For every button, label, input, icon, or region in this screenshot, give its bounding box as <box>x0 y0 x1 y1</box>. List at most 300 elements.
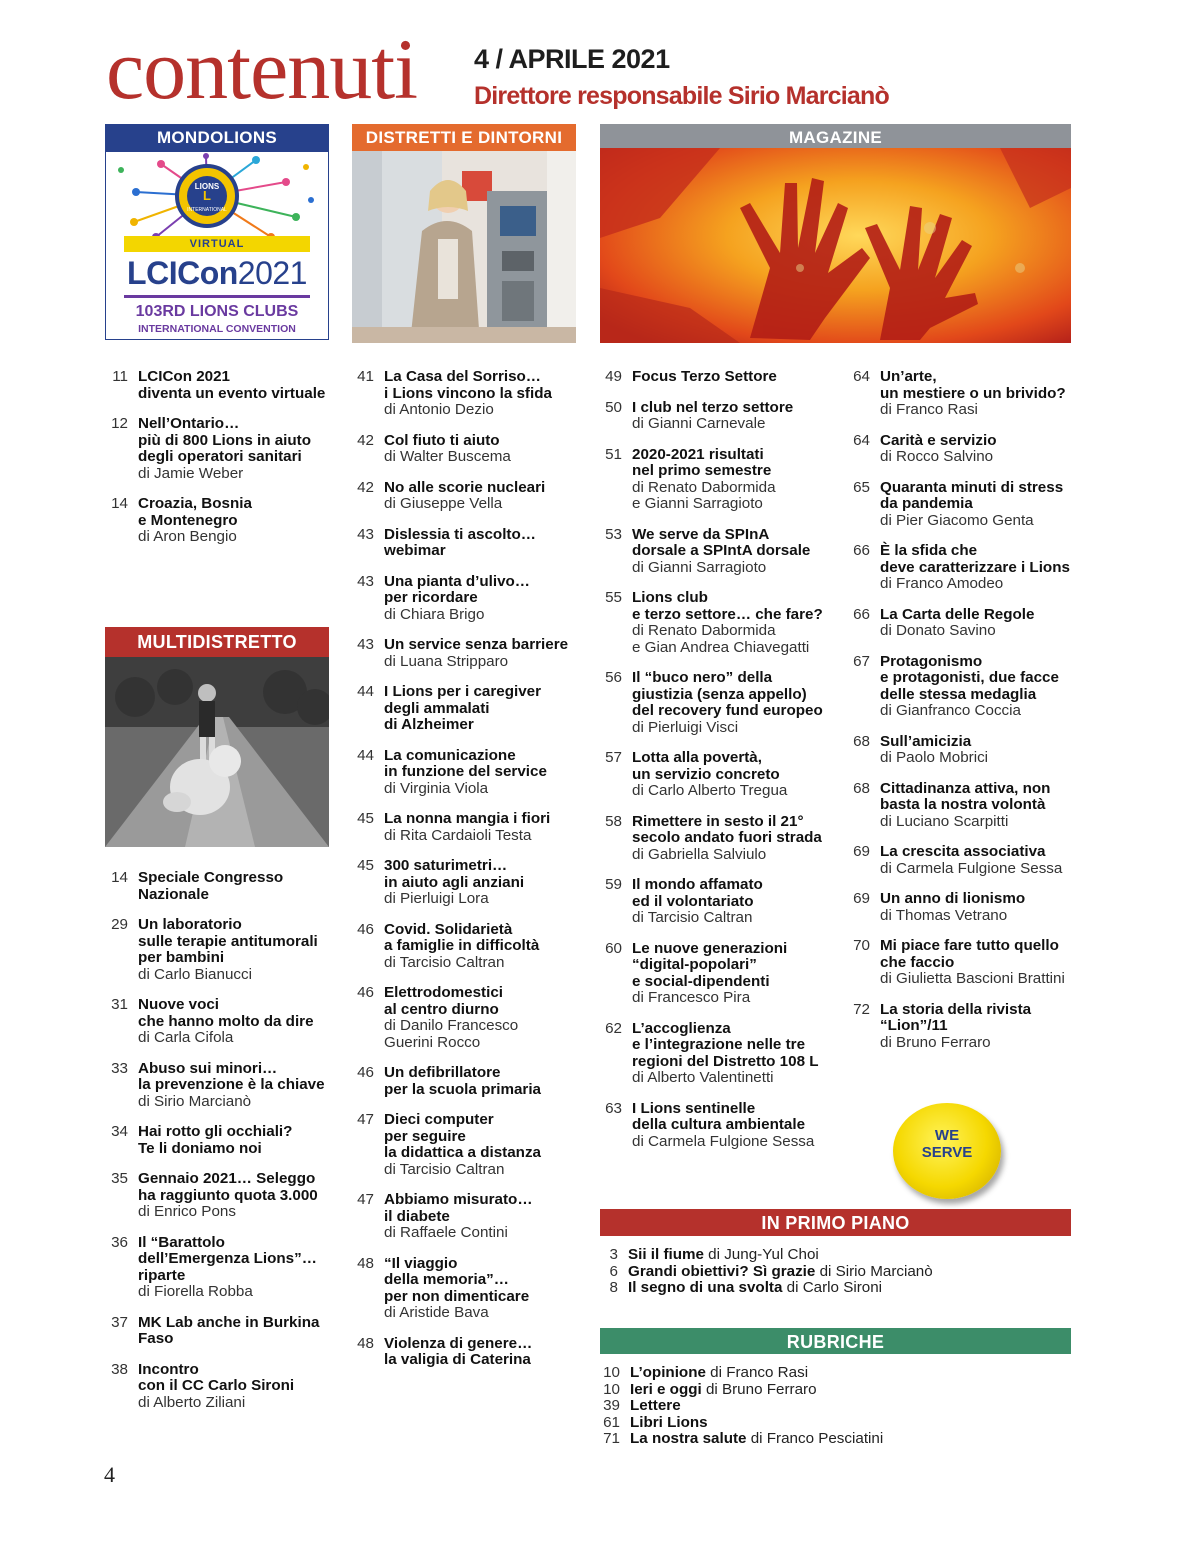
toc-entry-text <box>632 590 840 656</box>
toc-page-number: 33 <box>111 1059 128 1077</box>
toc-title-line: Un defibrillatore <box>384 1064 501 1081</box>
toc-page-number: 31 <box>111 996 128 1013</box>
toc-entry[interactable] <box>344 1192 584 1242</box>
toc-page-number: 45 <box>357 810 374 827</box>
toc-title-line: e protagonisti, due facce <box>880 669 1059 686</box>
toc-entry[interactable] <box>344 637 584 670</box>
toc-entry-text <box>880 480 1080 530</box>
toc-title-line: un servizio concreto <box>632 765 780 783</box>
toc-entry-text <box>880 607 1080 640</box>
toc-title-line: delle stessa medaglia <box>880 685 1037 703</box>
toc-title-line: dell’Emergenza Lions”… <box>138 1250 317 1267</box>
toc-title-line: Abbiamo misurato… <box>384 1191 533 1208</box>
toc-author-line: di Carlo Alberto Tregua <box>632 782 788 799</box>
toc-entry-text <box>384 433 584 466</box>
toc-entry[interactable] <box>344 748 584 798</box>
toc-title-line: Gennaio 2021… Seleggo <box>138 1170 316 1187</box>
toc-title-line: La nonna mangia i fiori <box>384 810 551 827</box>
toc-entry[interactable] <box>344 811 584 844</box>
toc-entry-text <box>384 574 584 624</box>
toc-title-line: Protagonismo <box>880 652 983 670</box>
toc-title-line: “Il viaggio <box>384 1254 458 1272</box>
toc-title-line: 2020-2021 risultati <box>632 445 764 463</box>
toc-entry[interactable] <box>592 447 840 513</box>
toc-author-line: di Gianni Carnevale <box>632 415 766 432</box>
toc-title: Libri Lions <box>630 1413 708 1431</box>
toc-author-line: di Alberto Valentinetti <box>632 1069 774 1086</box>
toc-entry[interactable] <box>840 781 1080 831</box>
toc-entry-text <box>384 922 584 972</box>
toc-entry[interactable] <box>344 922 584 972</box>
toc-entry[interactable] <box>344 433 584 466</box>
toc-author-line: di Rita Cardaioli Testa <box>384 826 532 844</box>
we-serve-badge <box>893 1103 1001 1199</box>
toc-title-line: riparte <box>138 1266 186 1284</box>
toc-entry-text <box>138 1315 338 1348</box>
page-title: contenuti <box>106 21 418 117</box>
toc-page-number: 58 <box>605 812 622 830</box>
toc-page-number: 64 <box>853 431 870 449</box>
toc-entry-text <box>138 496 338 546</box>
toc-page-number: 48 <box>357 1334 374 1352</box>
toc-title-line: Carità e servizio <box>880 431 997 449</box>
toc-title-line: I Lions sentinelle <box>632 1099 756 1117</box>
toc-entry[interactable] <box>590 1264 1070 1281</box>
toc-entry[interactable] <box>840 891 1080 924</box>
toc-author-line: di Giuseppe Vella <box>384 495 503 512</box>
toc-title: L’opinione <box>630 1364 706 1381</box>
toc-entry-text <box>632 527 840 577</box>
toc-author-line: di Giulietta Bascioni Brattini <box>880 970 1065 987</box>
toc-page-number: 47 <box>357 1191 374 1208</box>
toc-author: di Franco Pesciatini <box>746 1430 884 1447</box>
toc-title-line: un mestiere o un brivido? <box>880 384 1066 402</box>
toc-entry[interactable] <box>98 1171 338 1221</box>
toc-entry-text <box>138 997 338 1047</box>
toc-author-line: di Pier Giacomo Genta <box>880 511 1034 529</box>
toc-author-line: di Tarcisio Caltran <box>384 1160 505 1178</box>
toc-author-line: di Bruno Ferraro <box>880 1033 991 1051</box>
virtual-label: VIRTUAL <box>189 238 245 250</box>
toc-author: di Carlo Sironi <box>782 1279 883 1296</box>
toc-entry[interactable] <box>98 1124 338 1157</box>
toc-author-line: di Jamie Weber <box>138 464 244 482</box>
toc-page-number: 42 <box>357 431 374 449</box>
toc-author-line: di Tarcisio Caltran <box>384 953 505 971</box>
toc-author-line: di Luciano Scarpitti <box>880 812 1009 830</box>
toc-title-line: e terzo settore… che fare? <box>632 605 823 623</box>
toc-page-number: 38 <box>111 1360 128 1378</box>
toc-author-line: e Gian Andrea Chiavegatti <box>632 638 810 656</box>
toc-entry[interactable] <box>840 480 1080 530</box>
toc-title-line: della cultura ambientale <box>632 1116 806 1133</box>
toc-entry[interactable] <box>592 369 840 386</box>
toc-entry[interactable] <box>592 814 840 864</box>
toc-author-line: di Sirio Marcianò <box>138 1092 252 1110</box>
toc-author-line: di Antonio Dezio <box>384 401 494 418</box>
toc-entry-text <box>880 369 1080 419</box>
toc-entry-text <box>632 814 840 864</box>
toc-title-line: la valigia di Caterina <box>384 1351 531 1368</box>
toc-author-line: di Carmela Fulgione Sessa <box>632 1132 815 1150</box>
toc-title-line: MK Lab anche in Burkina <box>138 1313 320 1331</box>
toc-title-line: LCICon 2021 <box>138 368 230 385</box>
toc-author-line: di Francesco Pira <box>632 989 751 1006</box>
toc-title-line: deve caratterizzare i Lions <box>880 558 1070 576</box>
toc-title-line: “Lion”/11 <box>880 1017 948 1034</box>
toc-page-number: 14 <box>111 495 128 512</box>
toc-entry-text <box>384 527 584 560</box>
section-label-primo-piano: IN PRIMO PIANO <box>600 1209 1071 1236</box>
toc-author-line: di Enrico Pons <box>138 1203 236 1220</box>
toc-entry[interactable] <box>840 734 1080 767</box>
toc-title-line: Il “Barattolo <box>138 1233 225 1251</box>
toc-title-line: Hai rotto gli occhiali? <box>138 1123 293 1140</box>
toc-entry-text <box>632 670 840 736</box>
toc-page-number: 43 <box>357 572 374 590</box>
toc-entry[interactable] <box>840 433 1080 466</box>
toc-entry-text <box>384 480 584 513</box>
toc-entry[interactable] <box>592 1021 840 1087</box>
toc-author-line: di Luana Stripparo <box>384 652 509 670</box>
toc-title-line: ed il volontariato <box>632 892 754 910</box>
toc-entry-text <box>628 1247 819 1264</box>
toc-title-line: Il “buco nero” della <box>632 669 773 686</box>
toc-author-line: di Fiorella Robba <box>138 1283 253 1300</box>
toc-entry-text <box>138 917 338 983</box>
toc-title-line: webimar <box>384 542 446 559</box>
toc-entry[interactable] <box>98 1315 338 1348</box>
svg-text:INTERNATIONAL: INTERNATIONAL <box>187 207 227 213</box>
toc-title-line: Speciale Congresso <box>138 869 284 886</box>
toc-entry-text <box>384 748 584 798</box>
toc-page-number: 10 <box>603 1364 620 1381</box>
toc-title-line: Col fiuto ti aiuto <box>384 431 500 449</box>
toc-title-line: No alle scorie nucleari <box>384 478 546 496</box>
toc-title-line: La Casa del Sorriso… <box>384 368 541 385</box>
toc-title-line: al centro diurno <box>384 1000 499 1018</box>
toc-author-line: di Aristide Bava <box>384 1304 489 1321</box>
toc-page-number: 48 <box>357 1254 374 1272</box>
toc-entry[interactable] <box>344 1065 584 1098</box>
toc-title-line: per non dimenticare <box>384 1287 530 1305</box>
primo-piano-list <box>590 1247 1070 1297</box>
toc-title-line: secolo andato fuori strada <box>632 829 822 846</box>
toc-page-number: 44 <box>357 746 374 764</box>
toc-title-line: I club nel terzo settore <box>632 398 794 416</box>
toc-entry-text <box>630 1365 808 1382</box>
toc-entry[interactable] <box>592 941 840 1007</box>
toc-title-line: I Lions per i caregiver <box>384 683 541 700</box>
toc-entry-text <box>880 734 1080 767</box>
toc-page-number: 10 <box>603 1380 620 1398</box>
toc-title-line: La crescita associativa <box>880 843 1046 860</box>
toc-entry[interactable] <box>590 1247 1070 1264</box>
toc-title: Lettere <box>630 1397 681 1414</box>
toc-page-number: 69 <box>853 843 870 860</box>
section-label-rubriche: RUBRICHE <box>600 1328 1071 1354</box>
toc-entry-text <box>630 1398 681 1415</box>
toc-page-number: 6 <box>609 1262 618 1280</box>
toc-entry[interactable] <box>344 684 584 734</box>
toc-entry-text <box>632 1101 840 1151</box>
toc-page-number: 49 <box>605 368 622 385</box>
toc-title-line: giustizia (senza appello) <box>632 685 807 703</box>
toc-title-line: Il mondo affamato <box>632 876 763 893</box>
toc-title-line: Nell’Ontario… <box>138 415 240 432</box>
toc-entry[interactable] <box>344 480 584 513</box>
toc-title-line: del recovery fund europeo <box>632 702 823 719</box>
toc-title-line: della memoria”… <box>384 1271 509 1288</box>
toc-title-line: con il CC Carlo Sironi <box>138 1377 295 1394</box>
toc-title-line: Quaranta minuti di stress <box>880 478 1064 496</box>
toc-page-number: 72 <box>853 1000 870 1018</box>
section-label-distretti: DISTRETTI E DINTORNI <box>352 124 576 151</box>
toc-title-line: Nuove voci <box>138 996 220 1013</box>
toc-entry[interactable] <box>592 1365 1072 1382</box>
toc-entry[interactable] <box>344 858 584 908</box>
toc-page-number: 39 <box>603 1397 620 1414</box>
svg-text:LIONS: LIONS <box>194 182 220 191</box>
toc-title-line: Covid. Solidarietà <box>384 920 513 938</box>
photo-woman-atm <box>352 151 576 343</box>
toc-page-number: 70 <box>853 937 870 954</box>
distretti-list <box>344 369 584 1383</box>
toc-entry-text <box>880 1002 1080 1052</box>
director-credit: Direttore responsabile Sirio Marcianò <box>474 82 889 110</box>
toc-page-number: 44 <box>357 683 374 700</box>
toc-author-line: di Gianni Sarragioto <box>632 558 767 576</box>
toc-entry[interactable] <box>592 1101 840 1151</box>
toc-entry-text <box>632 1021 840 1087</box>
toc-entry[interactable] <box>590 1280 1070 1297</box>
toc-entry[interactable] <box>344 369 584 419</box>
toc-entry-text <box>138 369 338 402</box>
toc-author-line: di Donato Savino <box>880 622 996 639</box>
toc-author-line: di Carlo Bianucci <box>138 965 252 983</box>
toc-title-line: che faccio <box>880 953 955 971</box>
toc-title-line: Un laboratorio <box>138 916 242 933</box>
toc-entry[interactable] <box>344 1336 584 1369</box>
toc-author: di Bruno Ferraro <box>701 1380 817 1398</box>
toc-title-line: Focus Terzo Settore <box>632 368 777 385</box>
toc-entry[interactable] <box>98 997 338 1047</box>
toc-entry[interactable] <box>840 654 1080 720</box>
toc-title-line: Faso <box>138 1330 174 1347</box>
toc-title-line: Un service senza barriere <box>384 636 569 653</box>
section-label-multidistretto: MULTIDISTRETTO <box>105 627 329 657</box>
toc-page-number: 57 <box>605 749 622 766</box>
toc-author-line: di Rocco Salvino <box>880 448 994 465</box>
toc-entry[interactable] <box>98 1235 338 1301</box>
toc-title-line: Dislessia ti ascolto… <box>384 525 536 543</box>
toc-title-line: per bambini <box>138 949 225 966</box>
toc-entry[interactable] <box>98 369 338 402</box>
toc-title-line: diventa un evento virtuale <box>138 384 326 402</box>
convention-line-2: INTERNATIONAL CONVENTION <box>138 323 296 335</box>
toc-page-number: 69 <box>853 890 870 907</box>
toc-entry-text <box>632 750 840 800</box>
toc-entry-text <box>630 1415 708 1432</box>
toc-author-line: di Pierluigi Lora <box>384 890 489 907</box>
toc-author-line: di Carla Cifola <box>138 1029 234 1046</box>
toc-page-number: 46 <box>357 1064 374 1081</box>
toc-title-line: che hanno molto da dire <box>138 1012 314 1030</box>
toc-entry[interactable] <box>840 607 1080 640</box>
toc-title-line: più di 800 Lions in aiuto <box>138 431 311 449</box>
toc-page-number: 59 <box>605 876 622 893</box>
toc-entry[interactable] <box>344 1112 584 1178</box>
toc-title-line: Abuso sui minori… <box>138 1059 278 1077</box>
toc-author-line: di Alberto Ziliani <box>138 1393 246 1411</box>
toc-page-number: 66 <box>853 542 870 559</box>
toc-entry-text <box>138 870 338 903</box>
toc-entry[interactable] <box>592 1415 1072 1432</box>
toc-entry[interactable] <box>592 527 840 577</box>
toc-entry[interactable] <box>98 870 338 903</box>
toc-title-line: i Lions vincono la sfida <box>384 384 552 402</box>
toc-title-line: We serve da SPInA <box>632 525 770 543</box>
toc-entry[interactable] <box>840 369 1080 419</box>
photo-child-teddy-bear <box>105 657 329 847</box>
toc-entry[interactable] <box>592 590 840 656</box>
toc-entry[interactable] <box>840 938 1080 988</box>
magazine-list-right <box>840 369 1080 1065</box>
toc-title-line: per la scuola primaria <box>384 1080 542 1098</box>
toc-title-line: nel primo semestre <box>632 462 772 479</box>
distretti-photo <box>352 151 576 343</box>
toc-title-line: Dieci computer <box>384 1111 494 1128</box>
toc-author-line: di Walter Buscema <box>384 448 511 465</box>
toc-author-line: di Aron Bengio <box>138 528 237 545</box>
toc-page-number: 46 <box>357 920 374 938</box>
toc-title-line: Sull’amicizia <box>880 732 972 750</box>
toc-author: di Jung-Yul Choi <box>703 1246 819 1263</box>
toc-entry[interactable] <box>592 877 840 927</box>
toc-entry-text <box>138 1362 338 1412</box>
toc-title: Il segno di una svolta <box>628 1279 783 1296</box>
we-serve-line-2: SERVE <box>921 1144 973 1161</box>
toc-title-line: sulle terapie antitumorali <box>138 932 318 950</box>
toc-entry[interactable] <box>98 917 338 983</box>
toc-entry[interactable] <box>592 1398 1072 1415</box>
toc-entry[interactable] <box>592 670 840 736</box>
toc-title-line: Elettrodomestici <box>384 984 503 1001</box>
toc-author: di Sirio Marcianò <box>815 1262 933 1280</box>
toc-title-line: Croazia, Bosnia <box>138 495 252 512</box>
toc-entry[interactable] <box>344 985 584 1051</box>
toc-entry-text <box>384 684 584 734</box>
toc-title-line: e Montenegro <box>138 511 238 529</box>
toc-entry-text <box>384 858 584 908</box>
toc-entry[interactable] <box>592 1431 1072 1448</box>
toc-title-line: basta la nostra volontà <box>880 796 1046 813</box>
toc-entry-text <box>880 781 1080 831</box>
toc-title-line: per seguire <box>384 1127 466 1145</box>
lcicon-logo-image <box>105 151 329 340</box>
toc-author-line: di Carmela Fulgione Sessa <box>880 859 1063 877</box>
toc-title-line: e l’integrazione nelle tre <box>632 1036 806 1053</box>
toc-entry[interactable] <box>98 496 338 546</box>
toc-title-line: 300 saturimetri… <box>384 857 508 874</box>
toc-entry-text <box>384 1192 584 1242</box>
toc-entry-text <box>880 938 1080 988</box>
toc-title-line: Violenza di genere… <box>384 1334 533 1352</box>
toc-entry[interactable] <box>344 527 584 560</box>
toc-author-line: Guerini Rocco <box>384 1033 481 1051</box>
toc-page-number: 66 <box>853 605 870 623</box>
toc-author-line: di Renato Dabormida <box>632 622 776 639</box>
toc-entry[interactable] <box>98 416 338 482</box>
toc-entry-text <box>880 891 1080 924</box>
magazine-list-left <box>592 369 840 1164</box>
toc-page-number: 60 <box>605 939 622 957</box>
toc-page-number: 43 <box>357 636 374 653</box>
toc-entry-text <box>632 941 840 1007</box>
toc-title-line: di Alzheimer <box>384 716 474 733</box>
toc-entry-text <box>880 433 1080 466</box>
toc-entry[interactable] <box>344 574 584 624</box>
toc-author-line: di Gabriella Salviulo <box>632 845 767 863</box>
toc-entry[interactable] <box>344 1256 584 1322</box>
toc-title-line: la didattica a distanza <box>384 1144 541 1161</box>
toc-entry-text <box>384 1112 584 1178</box>
toc-title-line: il diabete <box>384 1207 450 1225</box>
toc-author-line: e Gianni Sarragioto <box>632 495 763 512</box>
toc-entry-text <box>138 1171 338 1221</box>
toc-title: La nostra salute <box>630 1430 747 1447</box>
multidistretto-photo <box>105 657 329 847</box>
toc-entry[interactable] <box>592 750 840 800</box>
toc-title-line: a famiglie in difficoltà <box>384 937 540 954</box>
toc-title-line: Lotta alla povertà, <box>632 749 762 766</box>
toc-page-number: 71 <box>603 1430 620 1447</box>
toc-entry[interactable] <box>592 400 840 433</box>
toc-author-line: di Tarcisio Caltran <box>632 909 753 926</box>
toc-entry-text <box>384 637 584 670</box>
toc-title-line: L’accoglienza <box>632 1019 731 1037</box>
toc-page-number: 46 <box>357 984 374 1001</box>
toc-page-number: 42 <box>357 478 374 496</box>
toc-title-line: per ricordare <box>384 589 478 606</box>
toc-title-line: “digital-popolari” <box>632 956 757 973</box>
toc-entry[interactable] <box>98 1061 338 1111</box>
page-number: 4 <box>104 1462 115 1487</box>
toc-page-number: 41 <box>357 368 374 385</box>
toc-entry[interactable] <box>840 1002 1080 1052</box>
section-label-mondolions: MONDOLIONS <box>105 124 329 151</box>
we-serve-line-1: WE <box>934 1127 960 1144</box>
toc-title-line: Cittadinanza attiva, non <box>880 779 1051 797</box>
toc-entry-text <box>880 543 1080 593</box>
toc-title-line: degli operatori sanitari <box>138 448 302 465</box>
toc-entry[interactable] <box>98 1362 338 1412</box>
toc-page-number: 61 <box>603 1413 620 1431</box>
toc-page-number: 12 <box>111 415 128 432</box>
toc-entry[interactable] <box>592 1382 1072 1399</box>
toc-page-number: 68 <box>853 732 870 750</box>
painted-hands-image <box>600 148 1071 343</box>
toc-author-line: di Raffaele Contini <box>384 1224 508 1241</box>
toc-entry-text <box>630 1431 883 1448</box>
mondolions-list <box>98 369 338 560</box>
lcicon-wordmark <box>106 254 328 292</box>
toc-entry-text <box>632 877 840 927</box>
toc-title-line: e social-dipendenti <box>632 972 770 990</box>
toc-author-line: di Thomas Vetrano <box>880 906 1008 924</box>
toc-entry[interactable] <box>840 543 1080 593</box>
toc-entry[interactable] <box>840 844 1080 877</box>
